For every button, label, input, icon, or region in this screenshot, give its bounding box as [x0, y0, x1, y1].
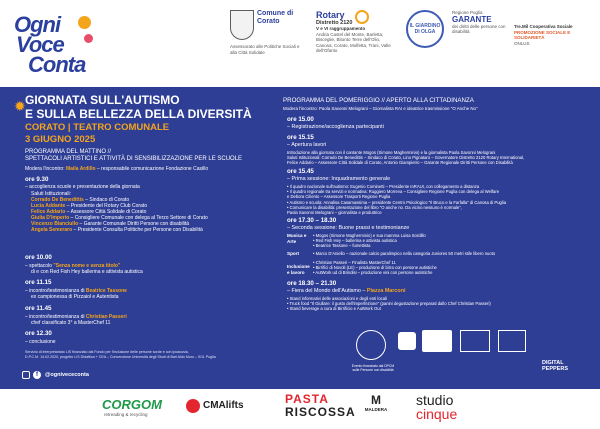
- time-1230: ore 12.30: [25, 330, 52, 337]
- logo-word-3: Conta: [28, 52, 86, 77]
- corgom-logo: CORGOM: [102, 397, 162, 412]
- sponsors-row: [230, 10, 598, 82]
- cap-logo-icon: [460, 330, 490, 352]
- time-1115: ore 11.15: [25, 279, 52, 286]
- session-title: – Registrazione/accoglienza partecipanti: [287, 124, 384, 130]
- morning-moderator: Modera l'incontro: Maila Ardillo – responsabile comunicazione Fondazione Casillo: [25, 166, 209, 172]
- corgom-tagline: retreading & recycling: [104, 412, 148, 417]
- sponsor-title: Distretto 2120: [316, 20, 353, 26]
- greeting-row: Corrado De Benedittis – Sindaco di Corato: [31, 197, 130, 203]
- lis-note: Servizio di interpretariato LIS finanziato dal Fondo per l'inclusione delle persone sorde e con ipoacusia, D.P.C.M. 14.02.2020, progetto LIS Didattica + CEA – Convenzione Università degli Studi di Bari Aldo Moro – 9/11 Puglia: [25, 350, 216, 359]
- cmalifts-logo: CMAlifts: [203, 400, 244, 411]
- sun-icon: ✹: [14, 98, 26, 114]
- sponsor-comune: [230, 10, 304, 82]
- time-1145: ore 11.45: [25, 305, 52, 312]
- footer-sponsors: [0, 389, 600, 429]
- greetings-label: Saluti Istituzionali:: [31, 191, 72, 197]
- greeting-row: Felice Addario – Assessore Città Solidale di Corato: [31, 209, 147, 215]
- session-detail: • Marco D'Aniello – nazionale calcio paralimpico nella categoria Juniores 50 metri stile libero nuoto: [313, 251, 496, 256]
- sponsor-title: Tre.Mil Cooperativa Sociale: [514, 24, 573, 29]
- sponsor-title: Rotary: [316, 10, 345, 20]
- patronage-logos: [351, 326, 586, 378]
- time-1500: ore 15.00: [287, 116, 314, 123]
- pasta-riscossa-logo: PASTA RISCOSSA: [285, 392, 356, 419]
- logo-word-2: Voce: [16, 32, 64, 57]
- greeting-row: Lucia Addante – Presidente del Rotary Club Corato: [31, 203, 147, 209]
- digital-peppers-logo: DIGITAL PEPPERS: [542, 360, 568, 372]
- time-1515: ore 15.15: [287, 134, 314, 141]
- maldera-logo: M MALDERA: [364, 393, 388, 412]
- event-place: CORATO | TEATRO COMUNALE: [25, 122, 170, 133]
- category-label: Inclusione e lavoro: [287, 264, 310, 275]
- sponsor-rotary: [316, 10, 400, 82]
- sponsor-sub: V e VI raggruppamento: [316, 26, 366, 31]
- session-detail: • Mogos (Simone Magherminio) e sua mamma Luisa Sordillo • Red Fish Hey – ballerina e attivista autistica • Beatrice Tassone – fumettista: [313, 233, 426, 249]
- sponsor-sub: ONLUS: [514, 40, 530, 46]
- consulta-logo-icon: [498, 330, 526, 352]
- sponsor-sub: dei diritti delle persone con disabilità: [452, 23, 506, 34]
- logo-dot-pink: [84, 34, 93, 43]
- ogni-voce-conta-logo: [12, 12, 98, 76]
- instagram-icon[interactable]: [22, 371, 30, 379]
- morning-item-text: chef classificato 3° a MasterChef 11: [31, 320, 111, 326]
- sponsor-sub: Assessorato alle Politiche Sociali e alla Città Solidale: [230, 44, 300, 55]
- morning-item-text: – incontro/testimonianza di Beatrice Tassone: [25, 288, 127, 294]
- logo-word-1: Ogni: [14, 12, 61, 37]
- facebook-icon[interactable]: f: [33, 371, 41, 379]
- greeting-row: Giulia D'Imperio – Consigliere Comunale con delega al Terzo Settore di Corato: [31, 215, 208, 221]
- event-date: 3 GIUGNO 2025: [25, 134, 96, 145]
- sponsor-tremil: [514, 10, 598, 82]
- category-label: Sport: [287, 251, 299, 256]
- social-handle[interactable]: @ognivececonta: [45, 372, 89, 378]
- morning-item-text: – incontro/testimonianza di Christian Passeri: [25, 314, 127, 320]
- sponsor-title: Regione Puglia: [452, 10, 483, 15]
- session-detail: • Il quadro nazionale sull'autismo: Eugenio Cominetti – Presidente InRAUt, con collegamento a distanza • Il quadro regionale tra servizi e normativa: Ruggiero Morreva – Consigliere Regione Puglia con delega al Welfare e Debora Ciliento – Assessore Trasporti Regione Puglia • Autismo e scuola: Annalisa Casamassima – presidente Centro Psicologico "Il Bruco e la Farfalla" di Canosa di Puglia • Comunicare la disabilità: presentazione del libro "O anche no. Da vicino nessuno è normale", Paola Savonni Melograni – giornalista e produttrice: [287, 184, 507, 216]
- rotary-wheel-icon: [355, 10, 369, 24]
- patronage-note: Evento finanziato dal DPCM sulle Persone con disabilità: [351, 364, 395, 372]
- session-detail: • Stand informativi delle associazioni e degli enti locali • Truck food "Il Giullare: il gusto dell'imperfezione" (panini degustazione preparati dallo Chef Christian Passeri) • Stand beverage a cura di Birrificio e AutWork Out: [287, 296, 491, 312]
- morning-item-text: ex campionessa di Pizzaiol e Autentista: [31, 294, 119, 300]
- time-1830: ore 18.30 – 21.30: [287, 280, 337, 287]
- sponsor-title: Corato: [257, 18, 280, 25]
- cma-circle-icon: [186, 399, 200, 413]
- session-title: – Fiera del Mondo dell'Autismo – Piazza Marconi: [287, 288, 406, 294]
- greeting-row: Vincenzo Bianciullo – Garante Comunale Diritti Persone con disabilità: [31, 221, 190, 227]
- sponsor-title: PROMOZIONE SOCIALE E SOLIDARIETÀ: [514, 29, 571, 40]
- morning-item-text: – spettacolo "Senza nome e senza titolo": [25, 263, 121, 269]
- session-title: – Prima sessione: Inquadramento generale: [287, 176, 391, 182]
- session-detail: • Christian Passeri – Finalista MasterChef 11 • Birrifici di Novoli (LE) – produzione di birra con persone autistiche • AutWork ud di Brindisi – produzione vini con persone autistiche: [313, 260, 437, 276]
- time-0930: ore 9.30: [25, 176, 49, 183]
- patronage-seal-icon: [356, 330, 386, 360]
- morning-item-text: di e con Red Fish Hey ballerina e attivista autistica: [31, 269, 143, 275]
- header-strip: [0, 0, 600, 87]
- session-detail: Introduzione alla giornata con il cantante Mogos (Simone Magherminio) e la giornalista Paola Savonni Melograni Saluti Istituzionali: Corrado De Benedittis – Sindaco di Corato, Lino Pignataro – Governatore Distretto 2120 Rotary International, Felice Addario – Assessore Città Solidale di Corato, Antonio Giampietro – Garante Regionale Diritti Persone con Disabilità: [287, 150, 525, 166]
- session-title: – Seconda sessione: Buone prassi e testimonianze: [287, 225, 410, 231]
- morning-heading: PROGRAMMA DEL MATTINO // SPETTACOLI ARTISTICI E ATTIVITÀ DI SENSIBILIZZAZIONE PER LE SCUOLE: [25, 149, 243, 162]
- time-1545: ore 15.45: [287, 168, 314, 175]
- time-1000: ore 10.00: [25, 254, 52, 261]
- time-1730: ore 17.30 – 18.30: [287, 217, 337, 224]
- category-label: Musica e Arte: [287, 233, 307, 244]
- session-title: – Apertura lavori: [287, 142, 327, 148]
- sponsor-title: Comune di: [257, 10, 294, 17]
- afternoon-heading: PROGRAMMA DEL POMERIGGIO // APERTO ALLA CITTADINANZA: [283, 97, 474, 104]
- coat-of-arms-icon: [230, 10, 254, 40]
- giardino-badge-icon: IL GIARDINO DI OLGA: [406, 10, 444, 48]
- sponsor-giardino: [406, 10, 448, 82]
- logo-dot-orange: [78, 16, 91, 29]
- sponsor-garante: [452, 10, 508, 82]
- afternoon-moderator: Modera l'incontro: Paola Savonni Melograni – Giornalista RAI e ideatrice trasmissione "O Anche No": [283, 106, 478, 111]
- comune-badge-icon: [422, 330, 452, 352]
- greeting-row: Angela Semeraro – Presidente Consulta Politiche per Persone con Disabilità: [31, 227, 203, 233]
- sponsor-sub: Andria Castel del Monte, Barletta, Bisceglie, Bitonto Terre dell'Olio, Canosa, Corato, Molfetta, Trani, Valle dell'Ofanto: [316, 31, 391, 53]
- morning-item-text: – conclusione: [25, 339, 56, 345]
- studio-cinque-logo: studio cinque: [416, 392, 458, 422]
- morning-item-text: – accoglienza scuole e presentazione della giornata: [25, 184, 140, 190]
- accessibility-icon: [398, 332, 416, 350]
- sponsor-title: GARANTE: [452, 14, 492, 24]
- event-title: GIORNATA SULL'AUTISMO E SULLA BELLEZZA DELLA DIVERSITÀ: [25, 93, 252, 121]
